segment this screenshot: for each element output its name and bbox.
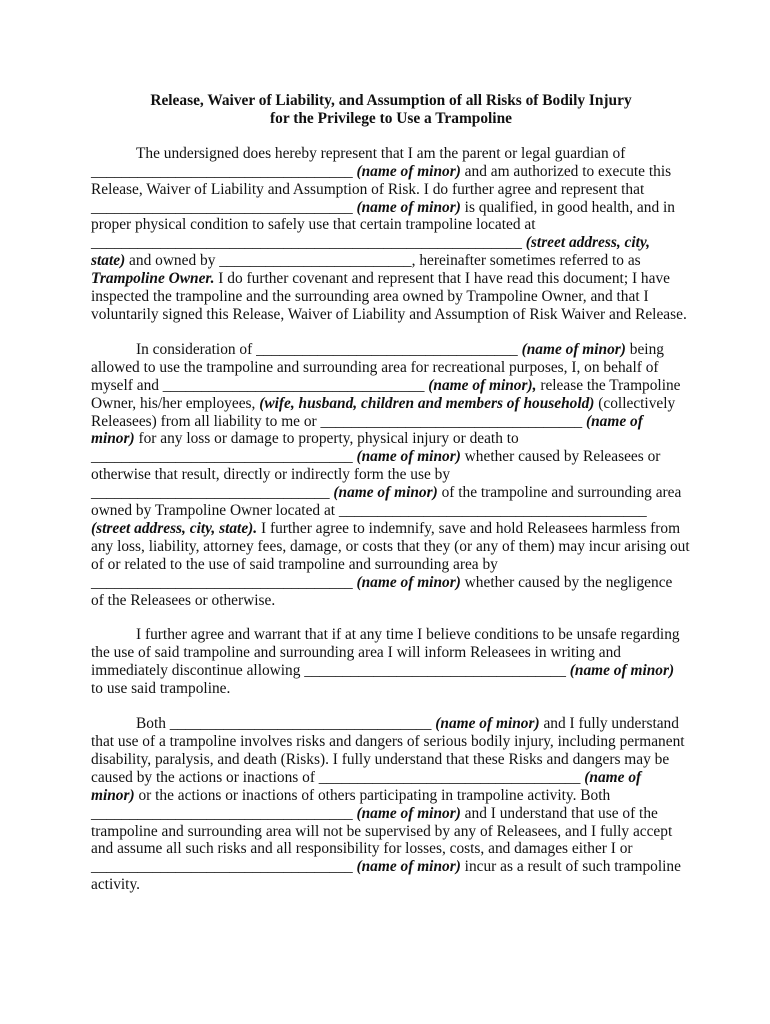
text-segment: is qualified, in good health, and in [460,198,675,216]
text-segment: I do further covenant and represent that I have read this document; I have [214,270,670,288]
text-segment: for any loss or damage to property, physical injury or death to [134,430,519,448]
text-segment: __________________________________ [91,162,357,180]
text-line [91,252,691,270]
title-line-2: for the Privilege to Use a Trampoline [270,109,512,127]
text-line [91,644,691,662]
emphasis-text: (name of [586,412,643,430]
emphasis-text: (name of minor) [356,198,461,216]
text-line [91,234,691,252]
emphasis-text: (wife, husband, children and members of household) [259,394,595,412]
text-segment: In consideration of __________________________________ [136,340,522,358]
emphasis-text: (name of minor), [428,376,537,394]
text-line [91,733,691,751]
text-segment: myself and __________________________________ [91,376,429,394]
text-segment: being [625,340,664,358]
text-segment: of the Releasees or otherwise. [91,591,276,609]
text-segment: I further agree and warrant that if at any time I believe conditions to be unsafe regarding [136,626,680,644]
paragraph-4 [91,715,691,894]
text-line [91,377,691,395]
text-segment: owned by Trampoline Owner located at ________________________________________ [91,502,647,520]
text-segment: allowed to use the trampoline and surrounding area for recreational purposes, I, on behalf of [91,358,659,376]
document-title [91,92,691,128]
text-segment: or the actions or inactions of others participating in trampoline activity. Both [134,786,611,804]
text-line [91,413,691,431]
text-line [91,805,691,823]
text-segment: I further agree to indemnify, save and hold Releasees harmless from [257,519,681,537]
text-segment: __________________________________ [91,573,357,591]
text-line [91,787,691,805]
text-segment: and am authorized to execute this [460,162,672,180]
emphasis-text: (name of minor) [333,484,438,502]
text-line [91,502,691,520]
text-segment: activity. [91,876,141,894]
text-segment: caused by the actions or inactions of __________________________________ [91,768,585,786]
text-line [91,574,691,592]
text-line [91,592,691,610]
text-line [91,858,691,876]
text-line [91,751,691,769]
text-segment: incur as a result of such trampoline [460,858,681,876]
emphasis-text: (name of minor) [356,858,461,876]
text-segment: whether caused by Releasees or [460,448,661,466]
paragraph-3 [91,626,691,698]
text-segment: any loss, liability, attorney fees, damage, or costs that they (or any of them) may incur arising out [91,537,690,555]
text-segment: the use of said trampoline and surrounding area I will inform Releasees in writing and [91,644,621,662]
text-segment: Releasees) from all liability to me or __________________________________ [91,412,586,430]
emphasis-text: Trampoline Owner. [91,270,215,288]
text-segment: __________________________________ [91,448,357,466]
text-segment: ________________________________________________________ [91,234,526,252]
text-segment: Both __________________________________ [136,715,436,733]
text-segment: immediately discontinue allowing __________________________________ [91,662,570,680]
text-line [91,359,691,377]
text-line [91,556,691,574]
text-line [91,680,691,698]
emphasis-text: (name of minor) [356,448,461,466]
text-line [91,715,691,733]
text-segment: The undersigned does hereby represent that I am the parent or legal guardian of [136,144,626,162]
text-line [91,448,691,466]
text-segment: __________________________________ [91,804,357,822]
text-segment: voluntarily signed this Release, Waiver of Liability and Assumption of Risk Waiver and Release. [91,305,687,323]
emphasis-text: (name of minor) [356,162,461,180]
text-segment: _______________________________ [91,484,334,502]
text-line [91,430,691,448]
emphasis-text: (name of minor) [521,340,626,358]
emphasis-text: minor) [91,786,135,804]
text-line [91,662,691,680]
text-line [91,823,691,841]
text-line [91,876,691,894]
text-line [91,181,691,199]
document-body [91,145,691,894]
text-line [91,466,691,484]
text-segment: and owned by _________________________, hereinafter sometimes referred to as [125,252,641,270]
text-segment: that use of a trampoline involves risks and dangers of serious bodily injury, including permanent [91,733,685,750]
text-segment: proper physical condition to safely use that certain trampoline located at [91,216,536,234]
emphasis-text: (name of minor) [435,715,540,733]
text-line [91,163,691,181]
text-segment: and assume all such risks and all responsibility for losses, costs, and damages either I or [91,840,633,858]
text-line [91,484,691,502]
text-segment: trampoline and surrounding area will not be supervised by any of Releasees, and I fully accept [91,822,673,840]
text-segment: to use said trampoline. [91,680,231,698]
text-segment: release the Trampoline [536,376,681,394]
text-segment: (collectively [594,394,676,412]
emphasis-text: (name of minor) [356,573,461,591]
text-segment: whether caused by the negligence [460,573,673,591]
emphasis-text: (street address, city, [525,234,651,252]
emphasis-text: (name of minor) [569,662,675,680]
emphasis-text: (name of minor) [356,804,461,822]
text-line [91,288,691,306]
text-segment: Release, Waiver of Liability and Assumption of Risk. I do further agree and represent that [91,180,645,198]
document-page [91,92,691,911]
text-line [91,199,691,217]
text-segment: and I fully understand [539,715,679,733]
text-line [91,538,691,556]
text-line [91,395,691,413]
text-segment: of or related to the use of said trampoline and surrounding area by [91,555,498,573]
title-line-1: Release, Waiver of Liability, and Assumption of all Risks of Bodily Injury [150,92,632,109]
text-line [91,216,691,234]
text-segment: Owner, his/her employees, [91,394,260,412]
text-line [91,840,691,858]
text-line [91,306,691,324]
text-segment: and I understand that use of the [460,804,658,822]
paragraph-2 [91,341,691,610]
text-line [91,769,691,787]
paragraph-1 [91,145,691,324]
text-segment: __________________________________ [91,858,357,876]
text-segment: otherwise that result, directly or indirectly form the use by [91,466,451,484]
emphasis-text: (name of [584,768,642,786]
text-line [91,270,691,288]
text-segment: inspected the trampoline and the surrounding area owned by Trampoline Owner, and that I [91,288,649,306]
emphasis-text: (street address, city, state). [91,519,258,537]
emphasis-text: state) [91,252,126,270]
text-segment: __________________________________ [91,198,357,216]
text-line [91,145,691,163]
text-line [91,626,691,644]
text-segment: disability, paralysis, and death (Risks). I fully understand that these Risks and dangers may be [91,750,670,768]
text-line [91,520,691,538]
emphasis-text: minor) [91,430,135,448]
text-line [91,341,691,359]
text-segment: of the trampoline and surrounding area [437,484,682,502]
